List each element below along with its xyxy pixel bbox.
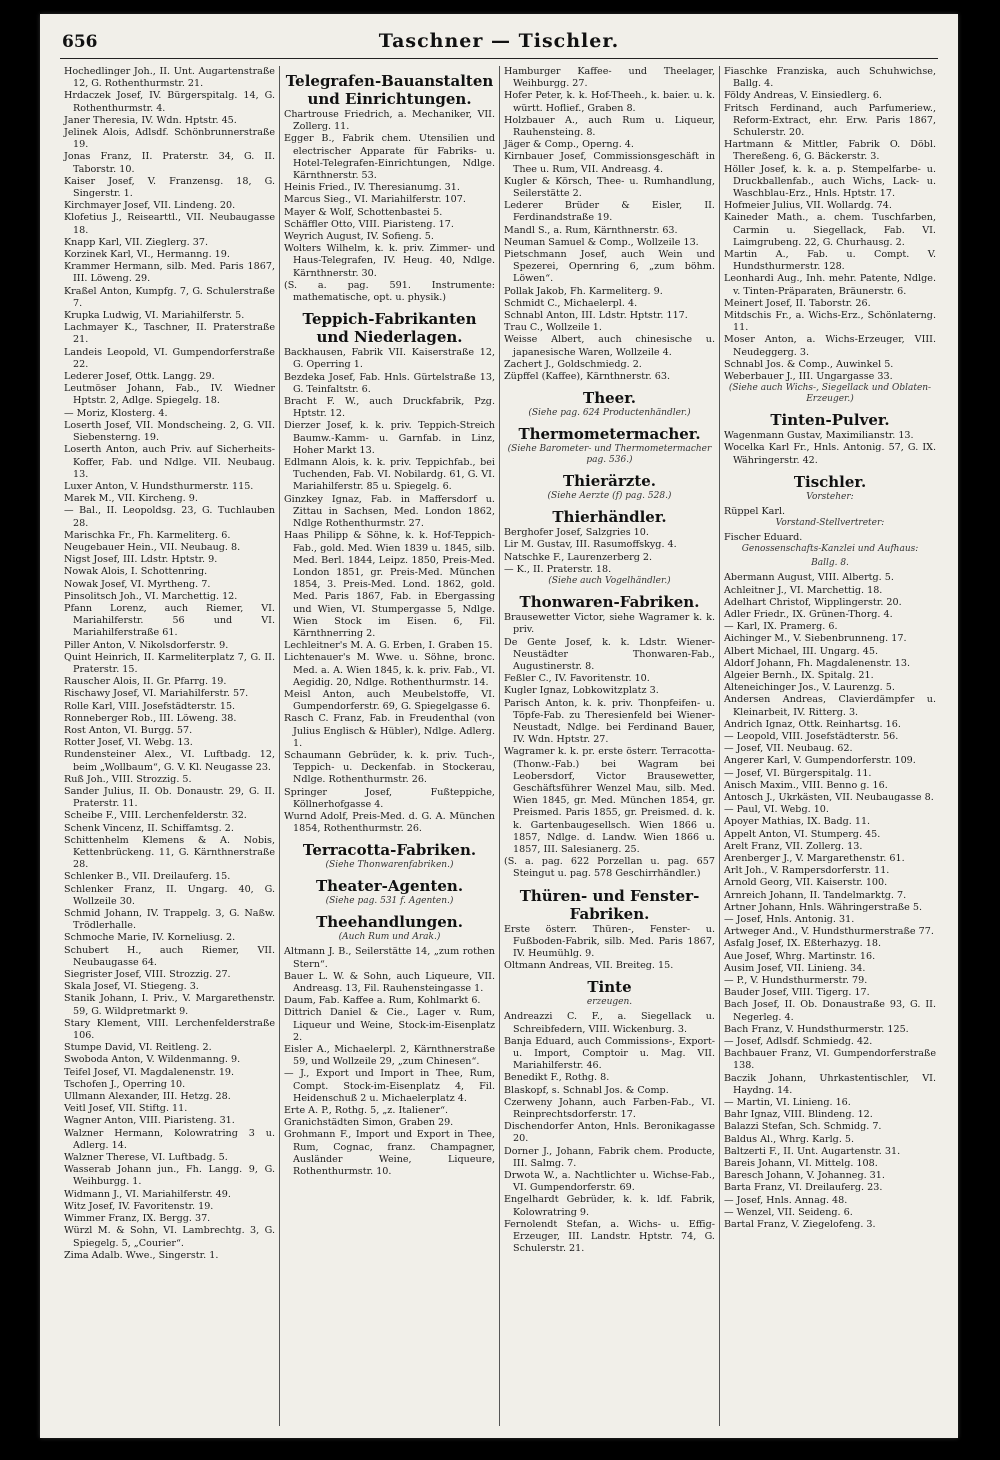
directory-entry: Luxer Anton, V. Hundsthurmerstr. 115.	[64, 480, 254, 492]
directory-entry: Krammer Hermann, silb. Med. Paris 1867, III. Löweng. 29.	[64, 261, 275, 285]
directory-entry: Walzner Hermann, Kolowratring 3 u. Adlerg. 14.	[64, 1127, 275, 1151]
directory-entry: Berghofer Josef, Salzgries 10.	[504, 527, 649, 539]
directory-entry: Stumpe David, VI. Reitleng. 2.	[64, 1042, 212, 1054]
directory-entry: Kaiser Josef, V. Franzensg. 18, G. Singerstr. 1.	[64, 175, 275, 200]
directory-entry: — Martin, VI. Linieng. 16.	[724, 1097, 851, 1109]
directory-entry: Hrdaczek Josef, IV. Bürgerspitalg. 14, G. Rothenthurmstr. 4.	[64, 90, 275, 114]
column-1	[60, 66, 280, 1426]
directory-entry: Drwota W., a. Nachtlichter u. Wichse-Fab., VI. Gumpendorferstr. 69.	[504, 1170, 715, 1194]
directory-entry: Heinis Fried., IV. Theresianumg. 31.	[284, 182, 460, 194]
directory-entry: Knapp Karl, VII. Zieglerg. 37.	[64, 236, 209, 248]
directory-entry: Feßler C., IV. Favoritenstr. 10.	[504, 673, 650, 685]
directory-entry: Lir M. Gustav, III. Rasumoffskyg. 4.	[504, 539, 677, 551]
column-3	[500, 66, 720, 1426]
directory-entry: Rost Anton, VI. Burgg. 57.	[64, 724, 193, 736]
directory-entry: Bauder Josef, VIII. Tigerg. 17.	[724, 987, 870, 999]
directory-entry: Bach Josef, II. Ob. Donaustraße 93, G. II. Negerleg. 4.	[724, 999, 936, 1023]
directory-entry: Schmoche Marie, IV. Korneliusg. 2.	[64, 932, 236, 944]
directory-entry: Nowak Josef, VI. Myrtheng. 7.	[64, 578, 211, 590]
directory-entry: Arenberger J., V. Margarethenstr. 61.	[724, 852, 905, 864]
section-note: Ballg. 8.	[811, 558, 849, 569]
directory-entry: Schenk Vincenz, II. Schiffamtsg. 2.	[64, 822, 234, 834]
section-note: (Siehe pag. 624 Productenhändler.)	[528, 408, 691, 419]
directory-entry: Swoboda Anton, V. Wildenmanng. 9.	[64, 1054, 241, 1066]
directory-entry: Bauer L. W. & Sohn, auch Liqueure, VII. Andreasg. 13, Fil. Rauhensteingasse 1.	[284, 970, 495, 994]
directory-entry: — Josef, Hnls. Antonig. 31.	[724, 913, 855, 925]
section-note: Vorsteher:	[806, 491, 854, 502]
directory-entry: Kugler & Körsch, Thee- u. Rumhandlung, Seilerstätte 2.	[504, 175, 715, 200]
section-note: (Siehe auch Wichs-, Siegellack und Oblaten-Erzeuger.)	[728, 383, 932, 405]
directory-entry: Algeier Bernh., IX. Spitalg. 21.	[724, 669, 874, 681]
directory-entry: Baltzerti F., II. Unt. Augartenstr. 31.	[724, 1145, 901, 1157]
section-heading: Theater-Agenten.	[315, 877, 464, 896]
directory-entry: Barta Franz, VI. Dreilauferg. 23.	[724, 1182, 883, 1194]
directory-entry: Földy Andreas, V. Einsiedlerg. 6.	[724, 90, 882, 102]
directory-entry: Lachmayer K., Taschner, II. Praterstraße 21.	[64, 322, 275, 346]
directory-entry: Martin A., Fab. u. Compt. V. Hundsthurmerstr. 128.	[724, 249, 936, 273]
directory-entry: — Leopold, VIII. Josefstädterstr. 56.	[724, 730, 899, 742]
directory-entry: Haas Philipp & Söhne, k. k. Hof-Teppich-Fab., gold. Med. Wien 1839 u. 1845, silb. Med. Berl. 1844, Leipz. 1850, Preis-Med. London 1851, gr. Preis-Med. München 1854, 3. Preis-Med. Lond. 1862, gold. Med. Paris 1867, Fab. in Ebergassing und Wien, VI. Stumpergasse 5, Ndlge. Wien Stock im Eisen. 6, Fil. Kärnthnerring 2.	[284, 530, 495, 639]
section-heading: Teppich-Fabrikanten und Niederlagen.	[302, 310, 477, 347]
directory-entry: Bracht F. W., auch Druckfabrik, Pzg. Hptstr. 12.	[284, 396, 495, 420]
directory-entry: Arelt Franz, VII. Zollerg. 13.	[724, 840, 863, 852]
directory-entry: — Josef, VII. Neubaug. 62.	[724, 743, 853, 755]
directory-entry: Backhausen, Fabrik VII. Kaiserstraße 12, G. Operring 1.	[284, 347, 495, 371]
directory-entry: — J., Export und Import in Thee, Rum, Compt. Stock-im-Eisenplatz 4, Fil. Heidenschuß 2 u. Michaelerplatz 4.	[284, 1068, 495, 1104]
directory-entry: Oltmann Andreas, VII. Breiteg. 15.	[504, 960, 674, 972]
directory-entry: — Karl, IX. Pramerg. 6.	[724, 621, 838, 633]
directory-entry: Bahr Ignaz, VIII. Blindeng. 12.	[724, 1109, 873, 1121]
directory-entry: Piller Anton, V. Nikolsdorferstr. 9.	[64, 639, 229, 651]
section-heading: Thüren- und Fenster-Fabriken.	[519, 886, 700, 923]
directory-entry: Bach Franz, V. Hundsthurmerstr. 125.	[724, 1023, 909, 1035]
directory-entry: Kirnbauer Josef, Commissionsgeschäft in Thee u. Rum, VII. Andreasg. 4.	[504, 151, 715, 175]
section-heading: Theer.	[583, 389, 636, 408]
directory-entry: Hofer Peter, k. k. Hof-Theeh., k. baier. u. k. württ. Hoflief., Graben 8.	[504, 90, 715, 114]
directory-entry: Hochedlinger Joh., II. Unt. Augartenstraße 12, G. Rothenthurmstr. 21.	[64, 66, 275, 90]
directory-entry: Pollak Jakob, Fh. Karmeliterg. 9.	[504, 285, 663, 297]
directory-entry: — K., II. Praterstr. 18.	[504, 563, 612, 575]
directory-entry: Meisl Anton, auch Meubelstoffe, VI. Gumpendorferstr. 69, G. Spiegelgasse 6.	[284, 688, 495, 713]
directory-entry: Witz Josef, IV. Favoritenstr. 19.	[64, 1200, 214, 1212]
directory-entry: Balazzi Stefan, Sch. Schmidg. 7.	[724, 1121, 882, 1133]
column-4	[720, 66, 940, 1426]
directory-entry: Hofmeier Julius, VII. Wollardg. 74.	[724, 200, 892, 212]
directory-entry: Meinert Josef, II. Taborstr. 26.	[724, 297, 871, 309]
directory-entry: Tschofen J., Operring 10.	[64, 1078, 186, 1090]
directory-entry: Adler Friedr., IX. Grünen-Thorg. 4.	[724, 608, 893, 620]
directory-entry: Benedikt F., Rothg. 8.	[504, 1072, 610, 1084]
directory-entry: Widmann J., VI. Mariahilferstr. 49.	[64, 1188, 231, 1200]
directory-entry: Anisch Maxim., VIII. Benno g. 16.	[724, 779, 888, 791]
directory-entry: Chartrouse Friedrich, a. Mechaniker, VII. Zollerg. 11.	[284, 109, 495, 133]
directory-entry: Stary Klement, VIII. Lerchenfelderstraße 106.	[64, 1017, 275, 1042]
section-heading: Terracotta-Fabriken.	[302, 841, 477, 860]
directory-entry: (S. a. pag. 622 Porzellan u. pag. 657 Steingut u. pag. 578 Geschirrhändler.)	[504, 856, 715, 880]
directory-entry: Nowak Alois, I. Schottenring.	[64, 566, 208, 578]
directory-entry: Moser Anton, a. Wichs-Erzeuger, VIII. Neudeggerg. 3.	[724, 334, 936, 358]
directory-entry: Czerweny Johann, auch Farben-Fab., VI. Reinprechtsdorferstr. 17.	[504, 1096, 715, 1120]
directory-entry: Schnabl Anton, III. Ldstr. Hptstr. 117.	[504, 310, 688, 322]
directory-entry: Skala Josef, VI. Stiegeng. 3.	[64, 981, 199, 993]
section-heading: Telegrafen-Bauanstalten und Einrichtungen.	[285, 72, 494, 108]
directory-entry: Blaskopf, s. Schnabl Jos. & Comp.	[504, 1084, 669, 1096]
directory-entry: Banja Eduard, auch Commissions-, Export- u. Import, Comptoir u. Mag. VII. Mariahilferstr. 46.	[504, 1035, 715, 1072]
directory-entry: Schäffler Otto, VIII. Piaristeng. 17.	[284, 218, 454, 230]
directory-entry: Antosch J., Ukrkästen, VII. Neubaugasse 8.	[724, 791, 934, 803]
directory-entry: Korzinek Karl, VI., Hermanng. 19.	[64, 249, 230, 261]
directory-entry: Erste österr. Thüren-, Fenster- u. Fußboden-Fabrik, silb. Med. Paris 1867, IV. Heumühlg. 9.	[504, 923, 715, 959]
directory-entry: Achleitner J., VI. Marchettig. 18.	[724, 584, 883, 596]
directory-entry: Fritsch Ferdinand, auch Parfumeriew., Reform-Extract, ehr. Erw. Paris 1867, Schulerstr. 20.	[724, 102, 936, 139]
section-note: (Siehe Aerzte (f) pag. 528.)	[547, 491, 672, 502]
directory-entry: Teifel Josef, VI. Magdalenenstr. 19.	[64, 1066, 235, 1078]
directory-entry: Scheibe F., VIII. Lerchenfelderstr. 32.	[64, 810, 247, 822]
directory-entry: Granichstädten Simon, Graben 29.	[284, 1117, 454, 1129]
directory-entry: Rasch C. Franz, Fab. in Freudenthal (von Julius Englisch & Hübler), Ndlge. Adlerg. 1.	[284, 713, 495, 749]
directory-entry: Marcus Sieg., VI. Mariahilferstr. 107.	[284, 194, 466, 206]
directory-entry: Wagramer k. k. pr. erste österr. Terracotta- (Thonw.-Fab.) bei Wagram bei Leobersdorf, Victor Brausewetter, Geschäftsführer Wenzel Mau, silb. Med. Wien 1845, gr. Med. München 1854, gr. Preismed. Paris 1855, gr. Preismed. d. k. k. Gartenbaugesellsch. Wien 1866 u. 1857, Ndlge. d. Landw. Wien 1866 u. 1857, III. Salesianerg. 25.	[504, 746, 715, 855]
directory-columns	[60, 66, 940, 1426]
directory-entry: Mayer & Wolf, Schottenbastei 5.	[284, 206, 443, 218]
directory-entry: Kaineder Math., a. chem. Tuschfarben, Carmin u. Siegellack, Fab. VI. Laimgrubeng. 22, G. Churhausg. 2.	[724, 212, 936, 248]
directory-entry: Aldorf Johann, Fh. Magdalenenstr. 13.	[724, 657, 911, 669]
directory-entry: Rundensteiner Alex., VI. Luftbadg. 12, beim „Wollbaum“, G. V. Kl. Neugasse 23.	[64, 749, 275, 773]
directory-entry: Rüppel Karl.	[724, 505, 786, 517]
directory-entry: Neuman Samuel & Comp., Wollzeile 13.	[504, 236, 699, 248]
directory-entry: Altmann J. B., Seilerstätte 14, „zum rothen Stern“.	[284, 946, 495, 970]
directory-entry: — Josef, VI. Bürgerspitalg. 11.	[724, 767, 872, 779]
directory-entry: Engelhardt Gebrüder, k. k. ldf. Fabrik, Kolowratring 9.	[504, 1194, 715, 1218]
directory-entry: — Paul, VI. Webg. 10.	[724, 804, 829, 816]
directory-entry: Pietschmann Josef, auch Wein und Spezerei, Opernring 6, „zum böhm. Löwen“.	[504, 249, 715, 285]
directory-entry: Bartal Franz, V. Ziegelofeng. 3.	[724, 1219, 876, 1231]
section-note: (Siehe pag. 531 f. Agenten.)	[325, 896, 454, 907]
section-heading: Thermometermacher.	[518, 425, 701, 444]
directory-entry: Apoyer Mathias, IX. Badg. 11.	[724, 816, 871, 828]
directory-entry: Pinsolitsch Joh., VI. Marchettig. 12.	[64, 590, 238, 602]
directory-entry: Daum, Fab. Kaffee a. Rum, Kohlmarkt 6.	[284, 995, 481, 1007]
running-head: Taschner — Tischler.	[378, 30, 620, 52]
directory-entry: — Bal., II. Leopoldsg. 23, G. Tuchlauben 28.	[64, 505, 275, 529]
section-note: Vorstand-Stellvertreter:	[775, 518, 885, 529]
directory-entry: Ausim Josef, VII. Linieng. 34.	[724, 962, 866, 974]
directory-entry: Artweger And., V. Hundsthurmerstraße 77.	[724, 926, 934, 938]
directory-entry: Dischendorfer Anton, Hnls. Beronikagasse 20.	[504, 1121, 715, 1145]
directory-entry: Dittrich Daniel & Cie., Lager v. Rum, Liqueur und Weine, Stock-im-Eisenplatz 2.	[284, 1007, 495, 1043]
directory-entry: Arlt Joh., V. Rampersdorferstr. 11.	[724, 865, 890, 877]
directory-entry: Weisse Albert, auch chinesische u. japanesische Waren, Wollzeile 4.	[504, 334, 715, 358]
directory-entry: Nigst Josef, III. Ldstr. Hptstr. 9.	[64, 554, 218, 566]
directory-entry: Alteneichinger Jos., V. Laurenzg. 5.	[724, 682, 895, 694]
header-rule	[60, 58, 938, 59]
directory-entry: Schmid Johann, IV. Trappelg. 3, G. Naßw. Trödlerhalle.	[64, 908, 275, 932]
directory-entry: Appelt Anton, VI. Stumperg. 45.	[724, 828, 881, 840]
directory-entry: Ginzkey Ignaz, Fab. in Maffersdorf u. Zittau in Sachsen, Med. London 1862, Ndlge Rothenthurmstr. 27.	[284, 493, 495, 530]
directory-entry: Rauscher Alois, II. Gr. Pfarrg. 19.	[64, 676, 227, 688]
directory-entry: Rolle Karl, VIII. Josefstädterstr. 15.	[64, 700, 236, 712]
directory-entry: Bachbauer Franz, VI. Gumpendorferstraße 138.	[724, 1048, 936, 1072]
section-heading: Thierärzte.	[562, 472, 657, 491]
directory-entry: Erte A. P., Rothg. 5, „z. Italiener“.	[284, 1105, 449, 1117]
directory-entry: Baresch Johann, V. Johanneg. 31.	[724, 1170, 885, 1182]
directory-entry: Albert Michael, III. Ungarg. 45.	[724, 645, 878, 657]
directory-entry: Wasserab Johann jun., Fh. Langg. 9, G. Weihburgg. 1.	[64, 1164, 275, 1188]
section-heading: Thonwaren-Fabriken.	[519, 593, 700, 612]
page-number: 656	[62, 32, 98, 52]
section-heading: Tinten-Pulver.	[770, 411, 890, 430]
directory-entry: Wolters Wilhelm, k. k. priv. Zimmer- und Haus-Telegrafen, IV. Heug. 40, Ndlge. Kärnthnerstr. 30.	[284, 243, 495, 279]
section-note: (Siehe Barometer- und Thermometermacher pag. 536.)	[507, 444, 712, 466]
directory-entry: Asfalg Josef, IX. Eßterhazyg. 18.	[724, 938, 882, 950]
page-header	[40, 14, 958, 58]
directory-entry: Lederer Josef, Ottk. Langg. 29.	[64, 371, 215, 383]
directory-entry: Kugler Ignaz, Lobkowitzplatz 3.	[504, 685, 659, 697]
directory-entry: Leutmöser Johann, Fab., IV. Wiedner Hptstr. 2, Adlge. Spiegelg. 18.	[64, 383, 275, 407]
section-heading: Tinte	[587, 978, 632, 997]
directory-entry: Adelhart Christof, Wipplingerstr. 20.	[724, 596, 902, 608]
directory-entry: Andersen Andreas, Clavierdämpfer u. Kleinarbeit, IV. Ritterg. 3.	[724, 694, 936, 718]
directory-entry: Lechleitner's M. A. G. Erben, I. Graben 15.	[284, 640, 493, 652]
directory-page	[40, 14, 958, 1438]
directory-entry: Weyrich August, IV. Sofieng. 5.	[284, 231, 434, 243]
directory-entry: Wimmer Franz, IX. Bergg. 37.	[64, 1213, 211, 1225]
directory-entry: Baczik Johann, Uhrkastentischler, VI. Haydng. 14.	[724, 1072, 936, 1096]
directory-entry: Stanik Johann, I. Priv., V. Margarethenstr. 59, G. Wildpretmarkt 9.	[64, 993, 275, 1017]
directory-entry: Hartmann & Mittler, Fabrik O. Döbl. Thereßeng. 6, G. Bäckerstr. 3.	[724, 139, 936, 163]
directory-entry: Klofetius J., Reisearttl., VII. Neubaugasse 18.	[64, 212, 275, 236]
directory-entry: Wagner Anton, VIII. Piaristeng. 31.	[64, 1115, 235, 1127]
directory-entry: Weberbauer J., III. Ungargasse 33.	[724, 371, 893, 383]
directory-entry: Andreazzi C. F., a. Siegellack u. Schreibfedern, VIII. Wickenburg. 3.	[504, 1011, 715, 1035]
directory-entry: Trau C., Wollzeile 1.	[504, 322, 602, 334]
directory-entry: Zachert J., Goldschmiedg. 2.	[504, 358, 642, 370]
directory-entry: Siegrister Josef, VIII. Strozzig. 27.	[64, 969, 231, 981]
directory-entry: Lichtenauer's M. Wwe. u. Söhne, bronc. Med. a. A. Wien 1845, k. k. priv. Fab., VI. Aegidig. 20, Ndlge. Rothenthurmstr. 14.	[284, 652, 495, 688]
directory-entry: Bezdeka Josef, Fab. Hnls. Gürtelstraße 13, G. Teinfaltstr. 6.	[284, 371, 495, 395]
directory-entry: Ullmann Alexander, III. Hetzg. 28.	[64, 1091, 231, 1103]
directory-entry: — Josef, Hnls. Annag. 48.	[724, 1194, 848, 1206]
directory-entry: Wocelka Karl Fr., Hnls. Antonig. 57, G. IX. Währingerstr. 42.	[724, 442, 936, 466]
directory-entry: Mandl S., a. Rum, Kärnthnerstr. 63.	[504, 224, 678, 236]
directory-entry: Wagenmann Gustav, Maximilianstr. 13.	[724, 430, 914, 442]
directory-entry: Brausewetter Victor, siehe Wagramer k. k. priv.	[504, 612, 715, 636]
directory-entry: Fiaschke Franziska, auch Schuhwichse, Ballg. 4.	[724, 66, 936, 90]
directory-entry: Pfann Lorenz, auch Riemer, VI. Mariahilferstr. 56 und VI. Mariahilferstraße 61.	[64, 602, 275, 639]
section-note: (Siehe Thonwarenfabriken.)	[325, 860, 454, 871]
section-note: (Siehe auch Vogelhändler.)	[548, 576, 671, 587]
directory-entry: Schnabl Jos. & Comp., Auwinkel 5.	[724, 358, 894, 370]
directory-entry: Zima Adalb. Wwe., Singerstr. 1.	[64, 1249, 219, 1261]
section-note: erzeugen.	[586, 997, 633, 1008]
directory-entry: — P., V. Hundsthurmerstr. 79.	[724, 975, 868, 986]
directory-entry: Lederer Brüder & Eisler, II. Ferdinandstraße 19.	[504, 200, 715, 224]
directory-entry: Baldus Al., Whrg. Karlg. 5.	[724, 1133, 855, 1145]
directory-entry: Loserth Josef, VII. Mondscheing. 2, G. VII. Siebensterng. 19.	[64, 419, 275, 444]
directory-entry: — Moriz, Klosterg. 4.	[64, 407, 168, 419]
directory-entry: Holzbauer A., auch Rum u. Liqueur, Rauhensteing. 8.	[504, 114, 715, 139]
column-2	[280, 66, 500, 1426]
directory-entry: De Gente Josef, k. k. Ldstr. Wiener-Neustädter Thonwaren-Fab., Augustinerstr. 8.	[504, 636, 715, 672]
directory-entry: Angerer Karl, V. Gumpendorferstr. 109.	[724, 755, 916, 767]
directory-entry: Andrich Ignaz, Ottk. Reinhartsg. 16.	[724, 718, 901, 730]
directory-entry: Jäger & Comp., Operng. 4.	[504, 139, 634, 151]
directory-entry: Landeis Leopold, VI. Gumpendorferstraße 22.	[64, 346, 275, 370]
directory-entry: Janer Theresia, IV. Wdn. Hptstr. 45.	[64, 114, 237, 126]
directory-entry: Loserth Anton, auch Priv. auf Sicherheits-Koffer, Fab. und Ndlge. VII. Neubaug. 13.	[64, 444, 275, 480]
section-note: (Auch Rum und Arak.)	[338, 932, 441, 943]
directory-entry: Artner Johann, Hnls. Währingerstraße 5.	[724, 901, 923, 913]
directory-entry: Neugebauer Hein., VII. Neubaug. 8.	[64, 541, 241, 553]
directory-entry: Grohmann F., Import und Export in Thee, Rum, Cognac, franz. Champagner, Ausländer Weine, Liqueure, Rothenthurmstr. 10.	[284, 1129, 495, 1178]
directory-entry: Eisler A., Michaelerpl. 2, Kärnthnerstraße 59, und Wollzeile 29, „zum Chinesen“.	[284, 1044, 495, 1068]
directory-entry: Springer Josef, Fußteppiche, Köllnerhofgasse 4.	[284, 786, 495, 810]
directory-entry: Marischka Fr., Fh. Karmeliterg. 6.	[64, 529, 231, 541]
directory-entry: Walzner Therese, VI. Luftbadg. 5.	[64, 1152, 228, 1164]
directory-entry: Mitdschis Fr., a. Wichs-Erz., Schönlaterng. 11.	[724, 310, 936, 334]
section-note: Genossenschafts-Kanzlei und Aufhaus:	[741, 544, 919, 555]
directory-entry: Schlenker Franz, II. Ungarg. 40, G. Wollzeile 30.	[64, 883, 275, 907]
directory-entry: Ronneberger Rob., III. Löweng. 38.	[64, 712, 237, 724]
section-heading: Theehandlungen.	[316, 913, 463, 932]
directory-entry: Würzl M. & Sohn, VI. Lambrechtg. 3, G. Spiegelg. 5, „Courier“.	[64, 1225, 275, 1249]
directory-entry: Jonas Franz, II. Praterstr. 34, G. II. Taborstr. 10.	[64, 151, 275, 175]
directory-entry: Ruß Joh., VIII. Strozzig. 5.	[64, 773, 192, 785]
directory-entry: Dierzer Josef, k. k. priv. Teppich-Streich Baumw.-Kamm- u. Garnfab. in Linz, Hoher Markt 13.	[284, 420, 495, 456]
directory-entry: Schlenker B., VII. Dreilauferg. 15.	[64, 871, 231, 883]
directory-entry: Leonhardi Aug., Inh. mehr. Patente, Ndlge. v. Tinten-Präparaten, Bräunerstr. 6.	[724, 273, 936, 297]
directory-entry: Veitl Josef, VII. Stiftg. 11.	[64, 1103, 188, 1115]
directory-entry: Natschke F., Laurenzerberg 2.	[504, 551, 653, 563]
directory-entry: Quint Heinrich, II. Karmeliterplatz 7, G. II. Praterstr. 15.	[64, 651, 275, 675]
directory-entry: Sander Julius, II. Ob. Donaustr. 29, G. II. Praterstr. 11.	[64, 785, 275, 810]
directory-entry: Rotter Josef, VI. Webg. 13.	[64, 737, 193, 749]
directory-entry: Schittenhelm Klemens & A. Nobis, Kettenbrückeng. 11, G. Kärnthnerstraße 28.	[64, 834, 275, 871]
directory-entry: Fernolendt Stefan, a. Wichs- u. Effig-Erzeuger, III. Landstr. Hptstr. 74, G. Schulerstr. 21.	[504, 1218, 715, 1255]
directory-entry: Kirchmayer Josef, VII. Lindeng. 20.	[64, 200, 236, 212]
directory-entry: — Josef, Adlsdf. Schmiedg. 42.	[724, 1036, 873, 1048]
directory-entry: Aue Josef, Whrg. Martinstr. 16.	[724, 950, 876, 962]
directory-entry: Dorner J., Johann, Fabrik chem. Producte, III. Salmg. 7.	[504, 1145, 715, 1169]
directory-entry: — Wenzel, VII. Seideng. 6.	[724, 1206, 853, 1218]
directory-entry: Fischer Eduard.	[724, 532, 803, 544]
directory-entry: Rischawy Josef, VI. Mariahilferstr. 57.	[64, 688, 249, 700]
directory-entry: Schmidt C., Michaelerpl. 4.	[504, 297, 638, 309]
directory-entry: Parisch Anton, k. k. priv. Thonpfeifen- u. Töpfe-Fab. zu Theresienfeld bei Wiener-Neustadt, Ndlge. bei Ferdinand Bauer, IV. Wdn. Hptstr. 27.	[504, 697, 715, 746]
directory-entry: Hamburger Kaffee- und Theelager, Weihburgg. 27.	[504, 66, 715, 90]
section-heading: Tischler.	[793, 472, 867, 491]
directory-entry: Schubert H., auch Riemer, VII. Neubaugasse 64.	[64, 944, 275, 968]
directory-entry: Wurnd Adolf, Preis-Med. d. G. A. München 1854, Rothenthurmstr. 26.	[284, 810, 495, 835]
directory-entry: Züpffel (Kaffee), Kärnthnerstr. 63.	[504, 371, 671, 383]
directory-entry: Marek M., VII. Kircheng. 9.	[64, 493, 198, 505]
directory-entry: Krupka Ludwig, VI. Mariahilferstr. 5.	[64, 310, 245, 322]
directory-entry: (S. a. pag. 591. Instrumente: mathematische, opt. u. physik.)	[284, 279, 495, 304]
directory-entry: Arnold Georg, VII. Kaiserstr. 100.	[724, 877, 888, 889]
directory-entry: Schaumann Gebrüder, k. k. priv. Tuch-, Teppich- u. Deckenfab. in Stockerau, Ndlge. Rothenthurmstr. 26.	[284, 749, 495, 786]
directory-entry: Aichinger M., V. Siebenbrunneng. 17.	[724, 633, 907, 645]
directory-entry: Höller Josef, k. k. a. p. Stempelfarbe- u. Druckballenfab., auch Wichs, Lack- u. Waschblau-Erz., Hnls. Hptstr. 17.	[724, 163, 936, 200]
directory-entry: Bareis Johann, VI. Mittelg. 108.	[724, 1158, 878, 1170]
directory-entry: Arnreich Johann, II. Tandelmarktg. 7.	[724, 889, 907, 901]
directory-entry: Egger B., Fabrik chem. Utensilien und electrischer Apparate für Fabriks- u. Hotel-Telegrafen-Einrichtungen, Ndlge. Kärnthnerstr. 53.	[284, 133, 495, 182]
directory-entry: Kraßel Anton, Kumpfg. 7, G. Schulerstraße 7.	[64, 285, 275, 309]
directory-entry: Abermann August, VIII. Albertg. 5.	[724, 572, 894, 584]
directory-entry: Jelinek Alois, Adlsdf. Schönbrunnerstraße 19.	[64, 127, 275, 151]
section-heading: Thierhändler.	[552, 508, 667, 527]
directory-entry: Edlmann Alois, k. k. priv. Teppichfab., bei Tuchenden, Fab. VI. Nobilardg. 61, G. VI. Mariahilferstr. 85 u. Spiegelg. 6.	[284, 457, 495, 493]
